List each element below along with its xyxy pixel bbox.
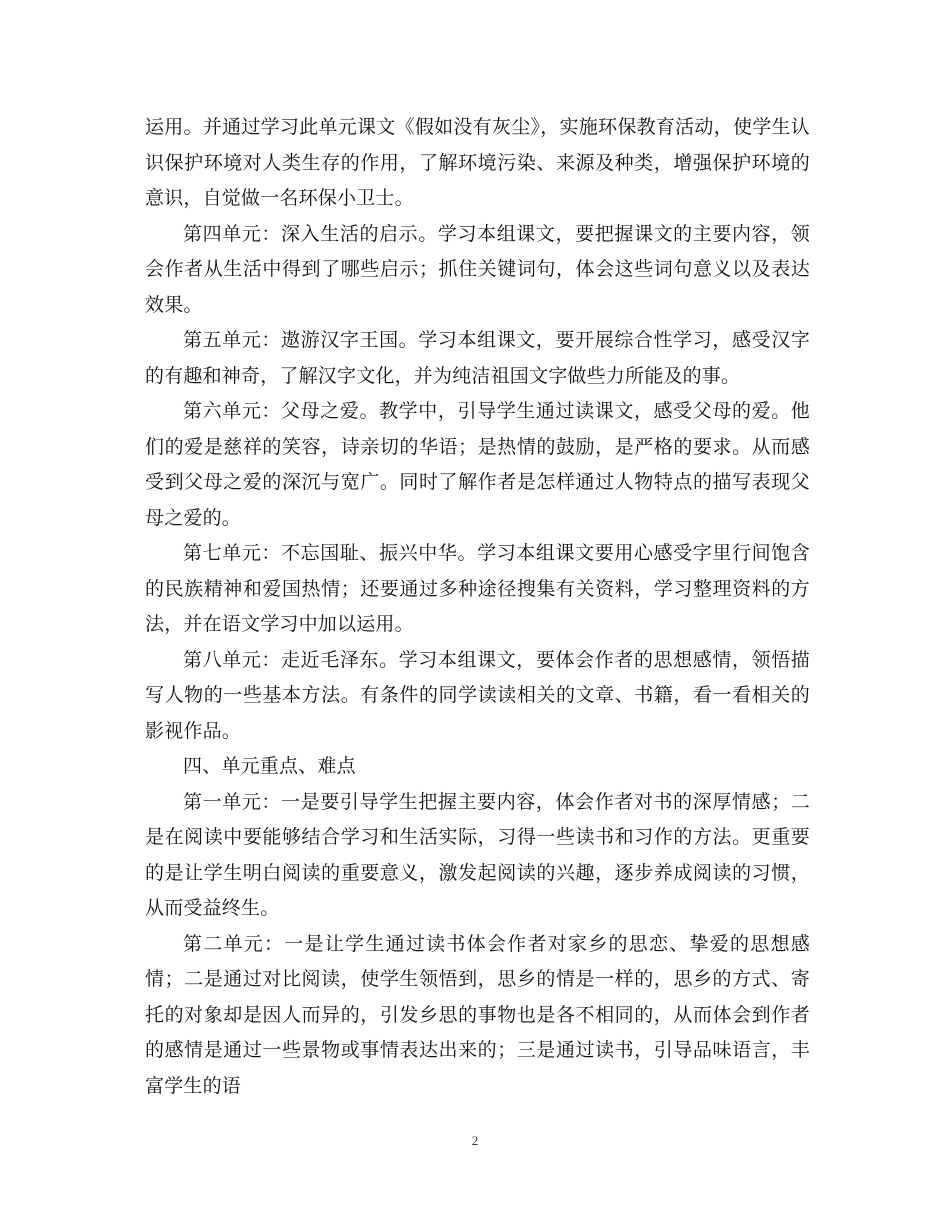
paragraph-1: 运用。并通过学习此单元课文《假如没有灰尘》，实施环保教育活动，使学生认识保护环境对人类生存的作用，了解环境污染、来源及种类，增强保护环境的意识，自觉做一名环保小卫士。 (145, 116, 810, 209)
document-body (145, 110, 810, 1104)
page-number: 2 (471, 1133, 479, 1148)
paragraph-5: 第七单元：不忘国耻、振兴中华。学习本组课文要用心感受字里行间饱含的民族精神和爱国热情；还要通过多种途径搜集有关资料，学习整理资料的方法，并在语文学习中加以运用。 (145, 542, 810, 635)
paragraph-6: 第八单元：走近毛泽东。学习本组课文，要体会作者的思想感情，领悟描写人物的一些基本方法。有条件的同学读读相关的文章、书籍，看一看相关的影视作品。 (145, 648, 810, 742)
paragraph-8: 第二单元：一是让学生通过读书体会作者对家乡的思恋、挚爱的思想感情；二是通过对比阅读，使学生领悟到，思乡的情是一样的，思乡的方式、寄托的对象却是因人而异的，引发乡思的事物也是各不相同的，从而体会到作者的感情是通过一些景物或事情表达出来的；三是通过读书，引导品味语言，丰富学生的语 (145, 932, 810, 1097)
paragraph-3: 第五单元：遨游汉字王国。学习本组课文，要开展综合性学习，感受汉字的有趣和神奇，了解汉字文化，并为纯洁祖国文字做些力所能及的事。 (145, 329, 810, 387)
paragraph-2: 第四单元：深入生活的启示。学习本组课文，要把握课文的主要内容，领会作者从生活中得到了哪些启示；抓住关键词句，体会这些词句意义以及表达效果。 (145, 222, 810, 316)
paragraph-4: 第六单元：父母之爱。教学中，引导学生通过读课文，感受父母的爱。他们的爱是慈祥的笑容，诗亲切的华语；是热情的鼓励，是严格的要求。从而感受到父母之爱的深沉与宽广。同时了解作者是怎样通过人物特点的描写表现父母之爱的。 (145, 400, 810, 529)
paragraph-7: 第一单元：一是要引导学生把握主要内容，体会作者对书的深厚情感；二是在阅读中要能够结合学习和生活实际，习得一些读书和习作的方法。更重要的是让学生明白阅读的重要意义，激发起阅读的兴趣，逐步养成阅读的习惯，从而受益终生。 (145, 790, 810, 919)
section-heading: 四、单元重点、难点 (183, 755, 356, 777)
